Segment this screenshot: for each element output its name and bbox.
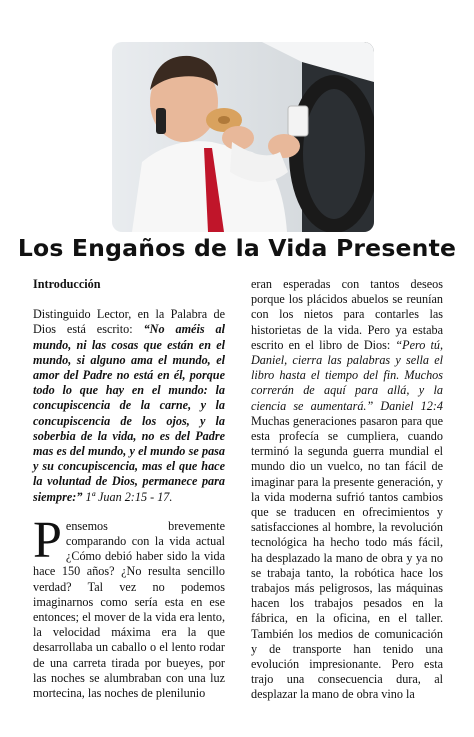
right-paragraph [251,277,443,703]
section-heading: Introducción [33,277,101,291]
drop-cap: P [33,511,62,569]
body-text: ensemos brevemente comparando con la vida actual ¿Cómo debió haber sido la vida hace 150 años? ¿No resulta sencillo verdad? Tal vez no podemos imaginarnos como sería esta en ese entonces; el mover de la vida era lento, la velocidad máxima era la que desarrollaba un caballo o el lento rodar de una carreta tirada por bueyes, por las noches se alumbraban con una luz mortecina, las noches de plenilunio [33,518,225,701]
daniel-quote: “Pero tú, Daniel, cierra las palabras y sella el libro hasta el tiempo del fin. Muchos correrán de aquí para allá, y la ciencia se aumentará.” Daniel 12:4 [251,337,444,413]
right-text-1: eran esperadas con tantos deseos porque los plácidos abuelos se reunían con los nietos para contarles las historietas de la vida. Pero ya estaba escrito en el libro de Dios: [251,277,443,352]
right-text-2: Muchas generaciones pasaron para que esta profecía se cumpliera, cuando terminó la segunda guerra mundial el mundo dio un vuelco, no tan fácil de imaginar para la presente generación, y la vida moderna sufrió tantos cambios que se traducen en ofrecimientos y satisfacciones al hombre, la revolución tecnológica ha hecho todo más fácil, ha desplazado la mano de obra y ya no se trabaja tanto, la robótica hace los trabajos más peligrosos, las máquinas hacen los trabajos pesados en la fábrica, en la oficina, en el taller. También los medios de comunicación y de transporte han tenido una evolución impresionante. Pero esta trajo una consecuencia dura, al desplazar la mano de obra vino la [251,413,443,702]
intro-text: Distinguido Lector, en la Palabra de Dios está escrito: [33,307,225,337]
scripture-reference: 1ª Juan 2:15 - 17. [82,489,173,504]
right-column [251,277,443,703]
man-driving-eating-phone-photo-icon [112,42,374,232]
body-paragraph [33,511,225,701]
man-driving-eating-photo [112,42,374,232]
page-title: Los Engaños de la Vida Presente [17,234,457,262]
left-column [33,277,225,701]
intro-paragraph [33,307,225,505]
scripture-quote: “No améis al mundo, ni las cosas que están en el mundo, si alguno ama el mundo, el amor del Padre no está en él, porque todo lo que hay en el mundo: la concupiscencia de la carne, y la concupiscencia de los ojos, y la soberbia de la vida, no es del Padre mas es del mundo, y el mundo se pasa y su concupiscencia, mas el que hace la voluntad de Dios, permanece para siempre:” [33,322,225,504]
